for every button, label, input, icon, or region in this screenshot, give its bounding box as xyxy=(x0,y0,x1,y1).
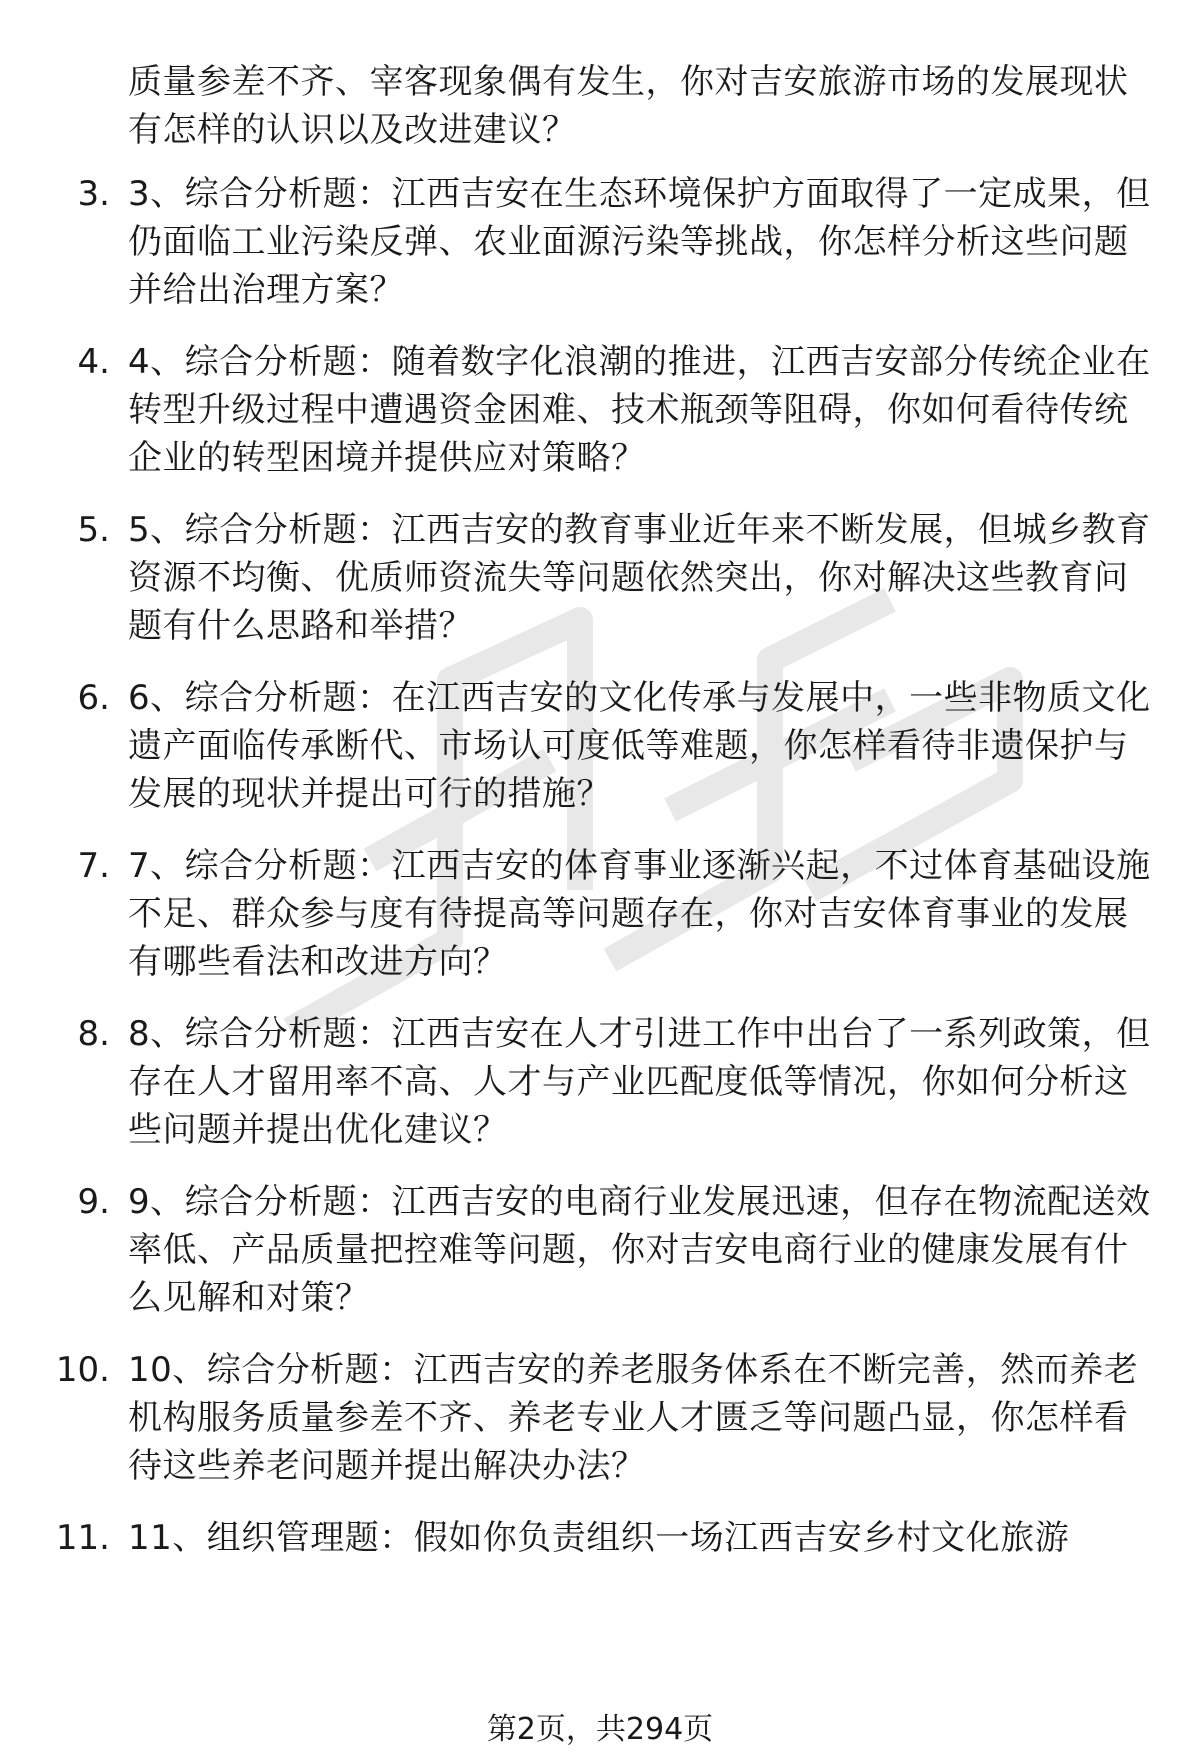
item-number: 8. xyxy=(77,1014,110,1054)
item-text: 3、综合分析题：江西吉安在生态环境保护方面取得了一定成果，但仍面临工业污染反弹、农业面源污染等挑战，你怎样分析这些问题并给出治理方案？ xyxy=(128,174,1151,310)
item-number: 4. xyxy=(77,342,110,382)
item-text: 10、综合分析题：江西吉安的养老服务体系在不断完善，然而养老机构服务质量参差不齐、养老专业人才匮乏等问题凸显，你怎样看待这些养老问题并提出解决办法？ xyxy=(128,1350,1139,1486)
item-text: 9、综合分析题：江西吉安的电商行业发展迅速，但存在物流配送效率低、产品质量把控难等问题，你对吉安电商行业的健康发展有什么见解和对策？ xyxy=(128,1182,1151,1318)
item-number: 9. xyxy=(77,1182,110,1222)
item-text: 11、组织管理题：假如你负责组织一场江西吉安乡村文化旅游 xyxy=(128,1518,1070,1558)
item-number: 7. xyxy=(77,846,110,886)
item-text: 7、综合分析题：江西吉安的体育事业逐渐兴起，不过体育基础设施不足、群众参与度有待提高等问题存在，你对吉安体育事业的发展有哪些看法和改进方向？ xyxy=(128,846,1151,982)
item-number: 10. xyxy=(55,1350,110,1390)
page-footer: 第2页，共294页 xyxy=(486,1712,714,1747)
item-number: 5. xyxy=(77,510,110,550)
continuation-text: 质量参差不齐、宰客现象偶有发生，你对吉安旅游市场的发展现状有怎样的认识以及改进建议？ xyxy=(128,62,1129,150)
item-text: 6、综合分析题：在江西吉安的文化传承与发展中，一些非物质文化遗产面临传承断代、市场认可度低等难题，你怎样看待非遗保护与发展的现状并提出可行的措施？ xyxy=(128,678,1151,814)
item-number: 6. xyxy=(77,678,110,718)
item-text: 5、综合分析题：江西吉安的教育事业近年来不断发展，但城乡教育资源不均衡、优质师资流失等问题依然突出，你对解决这些教育问题有什么思路和举措？ xyxy=(128,510,1151,646)
item-text: 8、综合分析题：江西吉安在人才引进工作中出台了一系列政策，但存在人才留用率不高、人才与产业匹配度低等情况，你如何分析这些问题并提出优化建议？ xyxy=(128,1014,1151,1150)
item-number: 11. xyxy=(55,1518,110,1558)
item-text: 4、综合分析题：随着数字化浪潮的推进，江西吉安部分传统企业在转型升级过程中遭遇资金困难、技术瓶颈等阻碍，你如何看待传统企业的转型困境并提供应对策略？ xyxy=(128,342,1151,478)
item-number: 3. xyxy=(77,174,110,214)
